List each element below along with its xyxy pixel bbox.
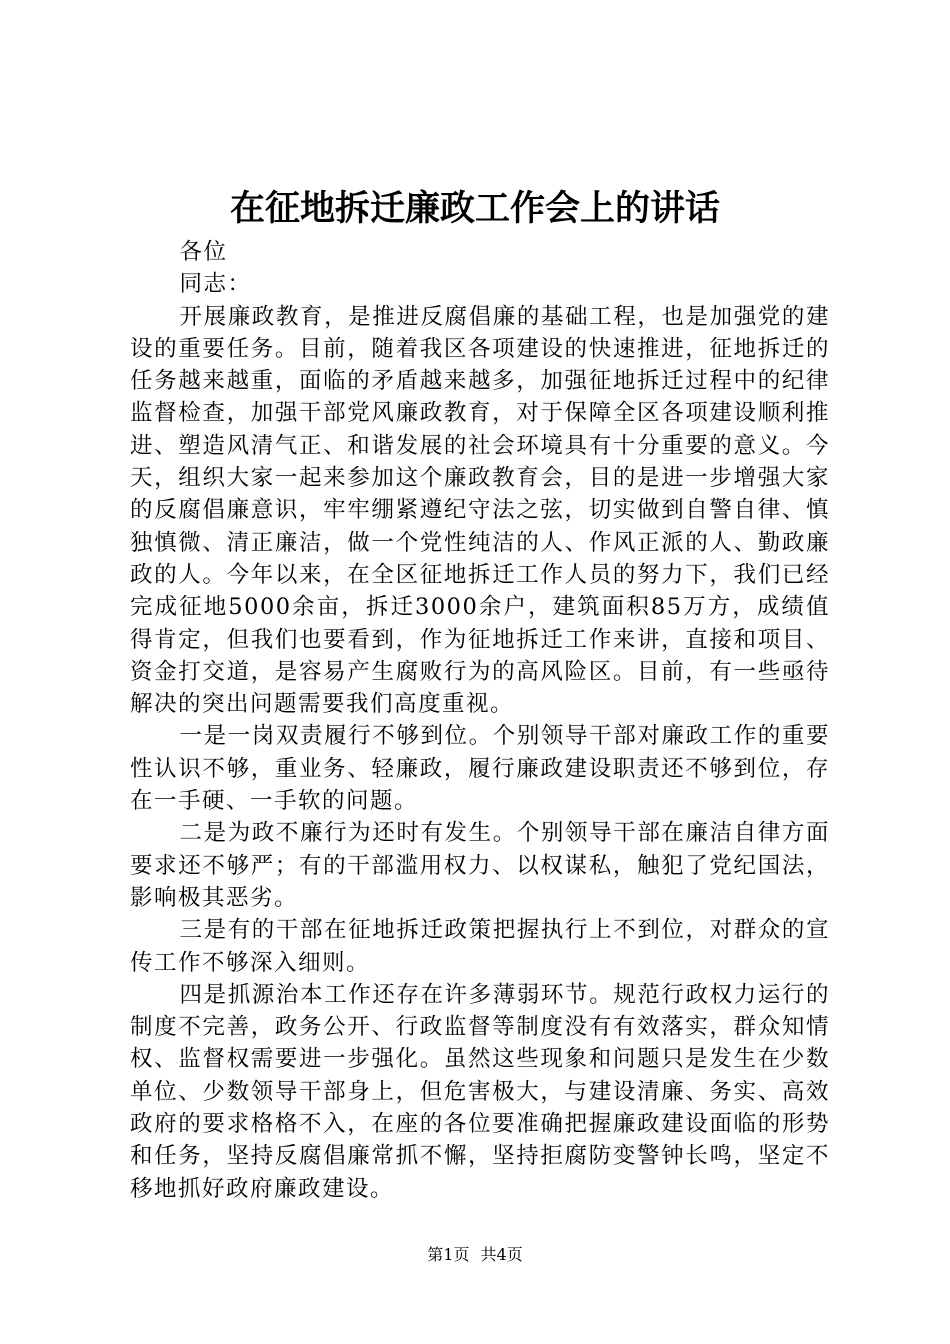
- paragraph-4: 三是有的干部在征地拆迁政策把握执行上不到位，对群众的宣传工作不够深入细则。: [130, 917, 830, 976]
- salutation-line-1: 各位: [179, 239, 228, 265]
- document-title: 在征地拆迁廉政工作会上的讲话: [229, 188, 720, 229]
- paragraph-3: 二是为政不廉行为还时有发生。个别领导干部在廉洁自律方面要求还不够严；有的干部滥用权力、以权谋私，触犯了党纪国法，影响极其恶劣。: [130, 820, 830, 911]
- salutation-line-2: 同志：: [179, 271, 252, 298]
- paragraph-2: 一是一岗双责履行不够到位。个别领导干部对廉政工作的重要性认识不够，重业务、轻廉政，履行廉政建设职责还不够到位，存在一手硬、一手软的问题。: [130, 723, 830, 815]
- paragraph-5: 四是抓源治本工作还存在许多薄弱环节。规范行政权力运行的制度不完善，政务公开、行政监督等制度没有有效落实，群众知情权、监督权需要进一步强化。虽然这些现象和问题只是发生在少数单位、少数领导干部身上，但危害极大，与建设清廉、务实、高效政府的要求格格不入，在座的各位要准确把握廉政建设面临的形势和任务，坚持反腐倡廉常抓不懈，坚持拒腐防变警钟长鸣，坚定不移地抓好政府廉政建设。: [130, 981, 830, 1202]
- paragraph-1: 开展廉政教育，是推进反腐倡廉的基础工程，也是加强党的建设的重要任务。目前，随着我区各项建设的快速推进，征地拆迁的任务越来越重，面临的矛盾越来越多，加强征地拆迁过程中的纪律监督检查，加强干部党风廉政教育，对于保障全区各项建设顺利推进、塑造风清气正、和谐发展的社会环境具有十分重要的意义。今天，组织大家一起来参加这个廉政教育会，目的是进一步增强大家的反腐倡廉意识，牢牢绷紧遵纪守法之弦，切实做到自警自律、慎独慎微、清正廉洁，做一个党性纯洁的人、作风正派的人、勤政廉政的人。今年以来，在全区征地拆迁工作人员的努力下，我们已经完成征地5000余亩，拆迁3000余户，建筑面积85万方，成绩值得肯定，但我们也要看到，作为征地拆迁工作来讲，直接和项目、资金打交道，是容易产生腐败行为的高风险区。目前，有一些亟待解决的突出问题需要我们高度重视。: [130, 303, 830, 718]
- page-number-footer: 第1页 共4页: [427, 1245, 523, 1264]
- document-body: [130, 236, 830, 1205]
